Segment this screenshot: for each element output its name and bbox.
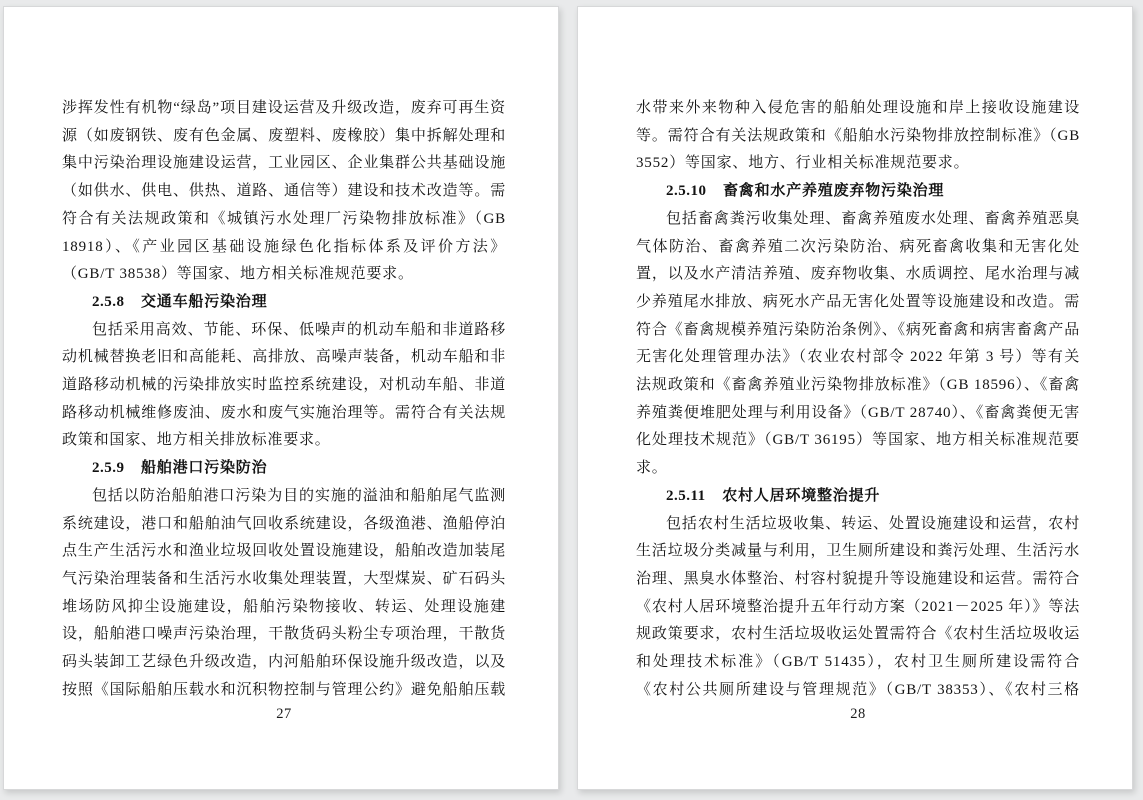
section-heading [636, 178, 1080, 206]
page-text-column [636, 95, 1080, 704]
section-heading [62, 289, 506, 317]
body-paragraph: 涉挥发性有机物“绿岛”项目建设运营及升级改造，废弃可再生资源（如废钢铁、废有色金属、废塑料、废橡胶）集中拆解处理和集中污染治理设施建设运营，工业园区、企业集群公共基础设施（如供水、供电、供热、道路、通信等）建设和技术改造等。需符合有关法规政策和《城镇污水处理厂污染物排放标准》（GB 18918）、《产业园区基础设施绿色化指标体系及评价方法》（GB/T 38538）等国家、地方相关标准规范要求。 [62, 100, 506, 283]
body-paragraph: 包括畜禽粪污收集处理、畜禽养殖废水处理、畜禽养殖恶臭气体防治、畜禽养殖二次污染防治、病死畜禽收集和无害化处置，以及水产清洁养殖、废弃物收集、水质调控、尾水治理与减少养殖尾水排放、病死水产品无害化处置等设施建设和改造。需符合《畜禽规模养殖污染防治条例》、《病死畜禽和病害畜禽产品无害化处理管理办法》（农业农村部令 2022 年第 3 号）等有关法规政策和《畜禽养殖业污染物排放标准》（GB 18596）、《畜禽养殖粪便堆肥处理与利用设备》（GB/T 28740）、《畜禽粪便无害化处理技术规范》（GB/T 36195）等国家、地方相关标准规范要求。 [636, 210, 1080, 477]
section-title: 畜禽和水产养殖废弃物污染治理 [723, 183, 945, 200]
document-page-28 [577, 6, 1133, 790]
body-paragraph: 包括采用高效、节能、环保、低噪声的机动车船和非道路移动机械替换老旧和高能耗、高排放、高噪声装备，机动车船和非道路移动机械的污染排放实时监控系统建设，对机动车船、非道路移动机械维修废油、废水和废气实施治理等。需符合有关法规政策和国家、地方相关排放标准要求。 [62, 321, 506, 449]
body-paragraph: 水带来外来物种入侵危害的船舶处理设施和岸上接收设施建设等。需符合有关法规政策和《船舶水污染物排放控制标准》（GB 3552）等国家、地方、行业相关标准规范要求。 [636, 100, 1080, 172]
section-number: 2.5.8 [92, 293, 125, 310]
page-number: 27 [276, 706, 292, 722]
document-page-27 [3, 6, 559, 790]
body-paragraph: 包括农村生活垃圾收集、转运、处置设施建设和运营，农村生活垃圾分类减量与利用，卫生厕所建设和粪污处理、生活污水治理、黑臭水体整治、村容村貌提升等设施建设和运营。需符合《农村人居环境整治提升五年行动方案（2021－2025 年）》等法规政策要求，农村生活垃圾收运处置需符合《农村生活垃圾收运和处理技术标准》（GB/T 51435），农村卫生厕所建设需符合《农村公共厕所建设与管理规范》（GB/T 38353）、《农村三格 [636, 515, 1080, 698]
section-number: 2.5.9 [92, 460, 125, 477]
section-title: 农村人居环境整治提升 [722, 487, 881, 504]
section-number: 2.5.10 [666, 183, 707, 200]
section-title: 船舶港口污染防治 [141, 460, 268, 477]
section-heading [636, 483, 1080, 511]
section-number: 2.5.11 [666, 487, 706, 504]
page-number: 28 [850, 706, 866, 722]
section-title: 交通车船污染治理 [141, 293, 268, 310]
page-text-column [62, 95, 506, 704]
body-paragraph: 包括以防治船舶港口污染为目的实施的溢油和船舶尾气监测系统建设，港口和船舶油气回收系统建设，各级渔港、渔船停泊点生产生活污水和渔业垃圾回收处置设施建设，船舶改造加装尾气污染治理装备和生活污水收集处理装置，大型煤炭、矿石码头堆场防风抑尘设施建设，船舶污染物接收、转运、处理设施建设，船舶港口噪声污染治理，干散货码头粉尘专项治理，干散货码头装卸工艺绿色升级改造，内河船舶环保设施升级改造，以及按照《国际船舶压载水和沉积物控制与管理公约》避免船舶压载 [62, 487, 506, 698]
section-heading [62, 455, 506, 483]
